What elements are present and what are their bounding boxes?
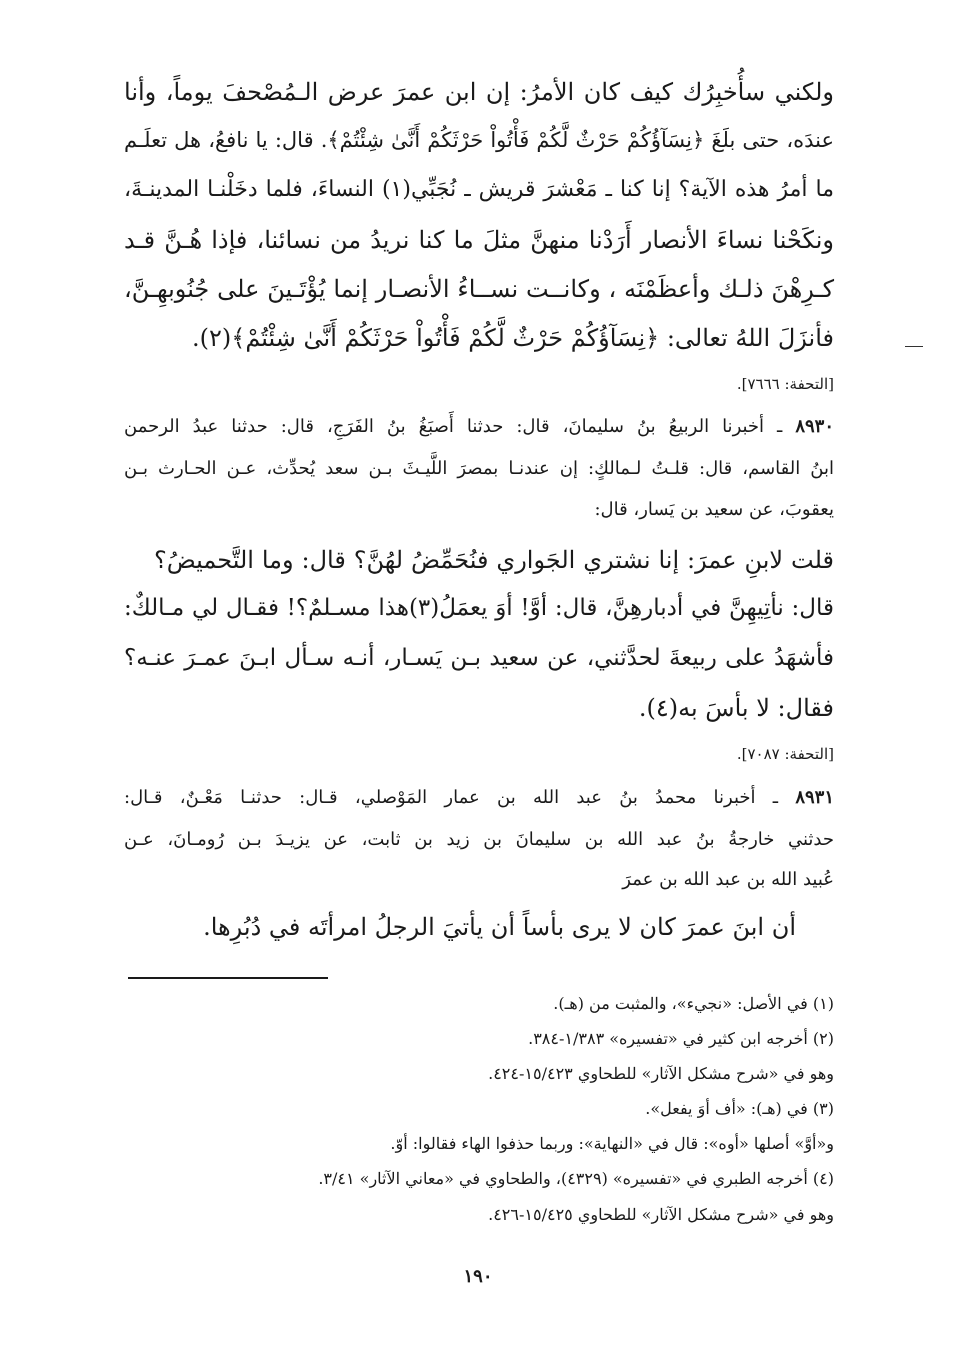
matn-line: قلت لابنِ عمرَ: إنا نشتري الجَواري فنُحَمِّضُ لهُنَّ؟ قال: وما التَّحميضُ؟ (154, 546, 834, 574)
footnote: (٢) أخرجه ابن كثير في «تفسيره» ١/٣٨٣-٣٨٤. (528, 1029, 834, 1048)
matn-line: قال: نأتِيهِنَّ في أدبارهِنَّ، قال: أوَّ! أوَ يعمَلُ(٣)هذا مسـلمٌ؟! فقـال لي مـالكٌ: (124, 595, 834, 621)
body-line: ما أمرُ هذه الآية؟ إنا كنا ـ مَعْشرَ قريش ـ نُجَبِّي(١) النساءَ، فلما دخَلْنـا المدينـةَ، (124, 177, 834, 202)
matn-line: فأشهَدُ على ربيعةَ لحدَّثني، عن سعيد بـن يَسـار، أنـه سـأل ابـنَ عمـرَ عنـه؟ (124, 645, 834, 671)
matn-line: فقال: لا بأسَ به(٤). (638, 694, 834, 722)
margin-mark (905, 346, 923, 347)
footnote-separator (128, 977, 328, 979)
body-line: عندَه، حتى بلَغَ ﴿نِسَآؤُكُمْ حَرْثٌ لَّكُمْ فَأْتُواْ حَرْثَكُمْ أَنَّىٰ شِئْتُمْ﴾. قال: يا نافعُ، هل تعلَـم (124, 128, 834, 152)
isnad-line (124, 416, 834, 437)
hadith-number: ٨٩٣٠ (795, 416, 834, 437)
matn-line: أن ابنَ عمرَ كان لا يرى بأساً أن يأتيَ الرجلُ امرأتَه في دُبُرِها. (203, 913, 796, 941)
footnote: و«أوَّ» أصلها «أوه»: قال في «النهاية»: وربما حذفوا الهاء فقالوا: أوّ. (390, 1134, 834, 1153)
page-number: ١٩٠ (463, 1266, 493, 1287)
isnad-line: ابنُ القاسم، قال: قلـتُ لـمالكٍ: إن عندنـا بمصرَ اللَّيـثَ بـن سعد يُحدِّث، عـن الحـارث بـن (124, 458, 834, 479)
footnote: وهو في «شرح مشكل الآثار» للطحاوي ١٥/٤٢٥-٤٢٦. (488, 1205, 834, 1224)
hadith-number: ٨٩٣١ (795, 787, 834, 808)
body-line: فأنزَلَ اللهُ تعالى: ﴿نِسَآؤُكُمْ حَرْثٌ لَّكُمْ فَأْتُواْ حَرْثَكُمْ أَنَّىٰ شِئْتُمْ﴾(٢). (192, 324, 834, 352)
footnote: (١) في الأصل: «نجيء»، والمثبت من (هـ). (553, 994, 834, 1013)
tuhfa-reference: [التحفة: ٧٠٨٧]. (736, 745, 834, 763)
footnote: وهو في «شرح مشكل الآثار» للطحاوي ١٥/٤٢٣-٤٢٤. (488, 1064, 834, 1083)
footnote: (٣) في (هـ): «أف أوَ يفعل». (645, 1099, 834, 1118)
isnad-line: حدثني خارجةُ بنُ عبد الله بن سليمانَ بن زيد بن ثابت، عن يزيـدَ بـن رُومـانَ، عـن (124, 829, 834, 850)
footnote: (٤) أخرجه الطبري في «تفسيره» (٤٣٢٩)، والطحاوي في «معاني الآثار» ٣/٤١. (318, 1169, 834, 1188)
isnad-line: يعقوبَ، عن سعيد بن يَسار، قال: (594, 499, 834, 520)
tuhfa-reference: [التحفة: ٧٦٦٦]. (736, 375, 834, 393)
isnad-line: عُبيد الله بن عبد الله بن عمرَ (622, 869, 834, 890)
body-line: ولكني سأُخبِرُك كيف كان الأمرُ: إن ابن عمرَ عرض الـمُصْحفَ يوماً، وأنا (124, 78, 834, 106)
isnad-line (124, 787, 834, 808)
isnad-text: ـ أخبرنا الربيعُ بنُ سليمانَ، قال: حدثنا أَصبَغُ بنُ الفَرَجِ، قال: حدثنا عبدُ الرحمن (124, 416, 783, 437)
body-line: ونكَحْنا نساءَ الأنصار أَرَدْنا منهنَّ مثلَ ما كنا نريدُ من نسائنا، فإذا هُـنَّ قـد (124, 226, 834, 254)
isnad-text: ـ أخبرنا محمدُ بنُ عبد الله بن عمار المَوْصلي، قـال: حدثنـا مَعْـنٌ، قـال: (124, 787, 779, 808)
body-line: كـرِهْنَ ذلـك وأعظَمْنَه ، وكانــت نســاءُ الأنصـار إنما يُؤْتَـينَ على جُنُوبهِـنَّ، (124, 275, 834, 303)
